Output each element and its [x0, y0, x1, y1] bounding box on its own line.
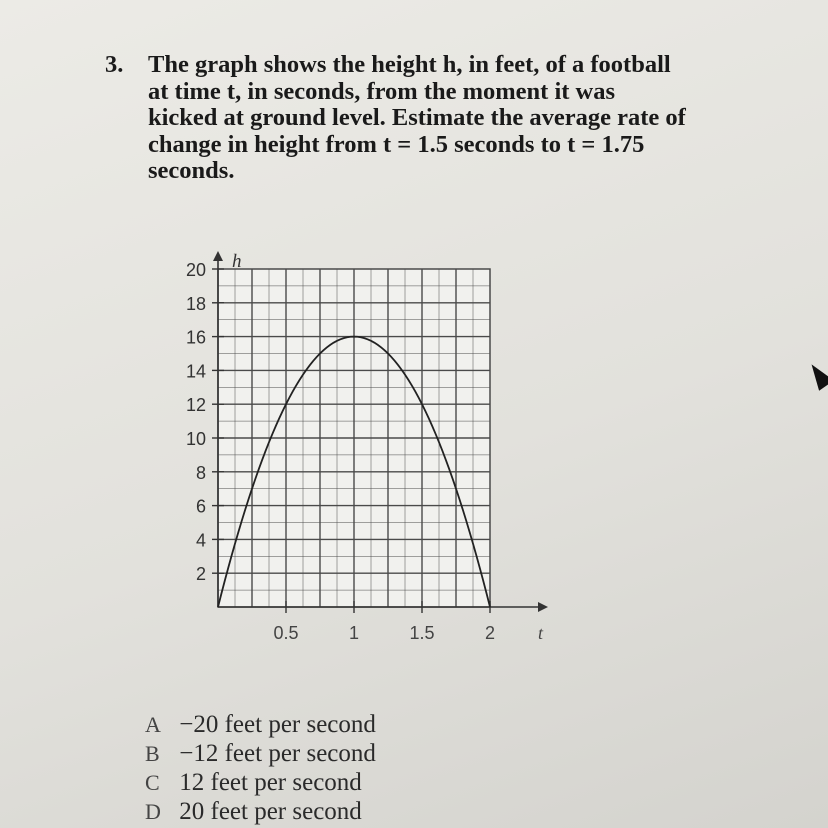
x-tick-label: 1	[348, 623, 360, 643]
question-line: kicked at ground level. Estimate the average rate of	[148, 104, 686, 131]
graph-canvas	[170, 245, 560, 665]
choice-letter: B	[145, 741, 160, 766]
y-axis-arrow-icon	[213, 251, 223, 261]
choice-letter: D	[145, 799, 161, 824]
choice-text: −20 feet per second	[179, 711, 376, 738]
choice-text: 12 feet per second	[179, 769, 362, 796]
y-tick-label: 2	[195, 564, 206, 585]
x-tick-label: 1.5	[409, 623, 435, 643]
y-tick-label: 14	[185, 361, 206, 382]
choice-a[interactable]	[145, 710, 376, 739]
choice-text: −12 feet per second	[179, 740, 376, 767]
y-axis-label: h	[232, 251, 242, 272]
x-axis-label: t	[538, 623, 544, 643]
y-tick-label: 6	[195, 496, 206, 517]
x-axis-arrow-icon	[538, 602, 548, 612]
choice-d[interactable]	[145, 797, 376, 826]
choice-letter: C	[145, 770, 160, 795]
choice-text: 20 feet per second	[179, 798, 362, 825]
y-tick-label: 18	[185, 293, 206, 314]
choice-b[interactable]	[145, 739, 376, 768]
y-tick-label: 12	[185, 395, 206, 416]
answer-choices	[145, 710, 376, 826]
y-tick-label: 10	[185, 429, 206, 449]
choice-letter: A	[145, 712, 161, 737]
mouse-cursor-icon	[804, 359, 828, 391]
height-graph	[170, 245, 560, 665]
choice-c[interactable]	[145, 768, 376, 797]
y-tick-label: 4	[195, 530, 206, 551]
question-line: change in height from t = 1.5 seconds to t = 1.75	[148, 130, 645, 158]
y-tick-label: 8	[195, 462, 206, 483]
question-line: The graph shows the height h, in feet, of a football	[148, 51, 671, 78]
x-tick-label: 0.5	[273, 623, 299, 643]
question-line: at time t, in seconds, from the moment it was	[148, 77, 616, 105]
x-tick-label: 2	[484, 623, 496, 643]
question-line: seconds.	[148, 157, 235, 184]
question-number: 3.	[105, 51, 124, 78]
y-tick-label: 20	[185, 260, 206, 280]
y-tick-label: 16	[185, 327, 206, 348]
question-text	[148, 52, 723, 185]
